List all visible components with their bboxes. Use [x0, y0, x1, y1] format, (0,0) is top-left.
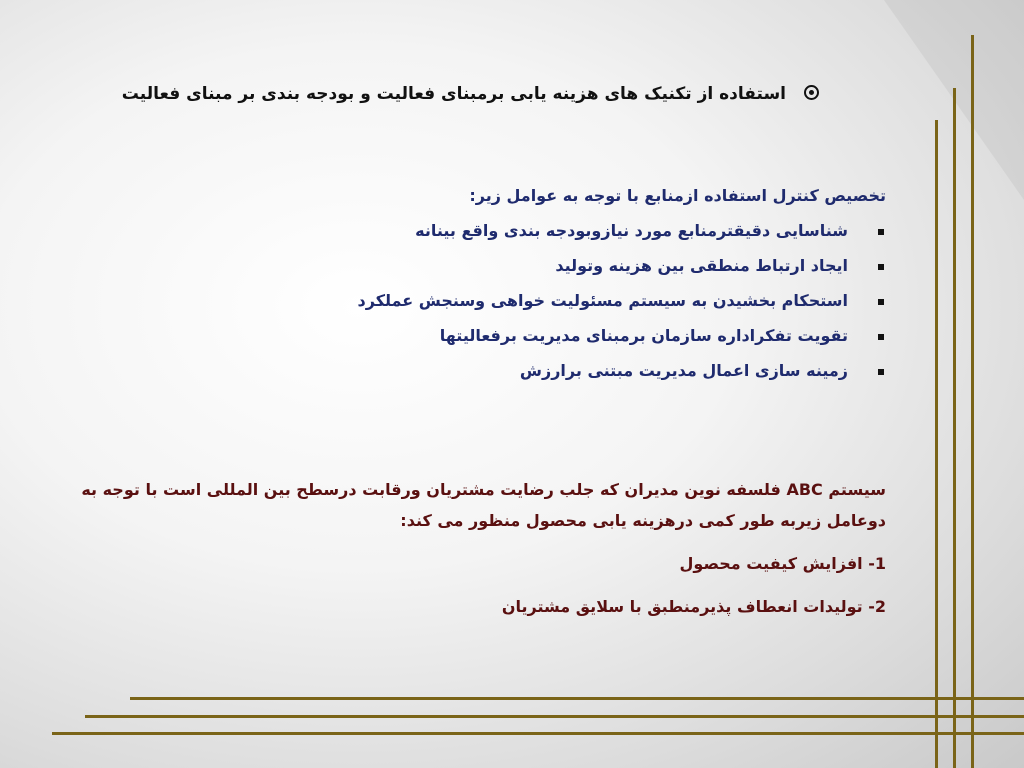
decor-vertical-line-1 [935, 120, 938, 768]
list-item [166, 291, 886, 310]
abc-system-section [46, 474, 886, 622]
square-bullet-icon [878, 369, 884, 375]
list-item [166, 361, 886, 380]
section-heading: تخصیص کنترل استفاده ازمنابع با توجه به عوامل زیر: [469, 186, 886, 205]
resource-control-section [166, 186, 886, 396]
square-bullet-icon [878, 264, 884, 270]
slide-title [60, 84, 819, 104]
list-item-text: شناسایی دقیقترمنابع مورد نیازوبودجه بندی واقع بینانه [415, 221, 848, 240]
list-item-text: تقویت تفکراداره سازمان برمبنای مدیریت برفعالیتها [439, 326, 848, 345]
decor-horizontal-line-1 [130, 697, 1024, 700]
list-item-text: زمینه سازی اعمال مدیریت مبتنی برارزش [519, 361, 848, 380]
numbered-item-2: 2- تولیدات انعطاف پذیرمنطبق با سلایق مشتریان [501, 597, 886, 616]
square-bullet-icon [878, 334, 884, 340]
abc-paragraph: سیستم ABC فلسفه نوین مدیران که جلب رضایت مشتریان ورقابت درسطح بین المللی است با توجه به دوعامل زیربه طور کمی درهزینه یابی محصول منظور می کند: [81, 480, 886, 530]
square-bullet-icon [878, 299, 884, 305]
square-bullet-icon [878, 229, 884, 235]
decor-horizontal-line-3 [52, 732, 1024, 735]
benefit-list [166, 221, 886, 380]
list-item [166, 326, 886, 345]
list-item-text: استحکام بخشیدن به سیستم مسئولیت خواهی وسنجش عملکرد [357, 291, 848, 310]
list-item [166, 256, 886, 275]
target-bullet-icon [804, 85, 819, 100]
decor-horizontal-line-2 [85, 715, 1024, 718]
numbered-item-1: 1- افزایش کیفیت محصول [679, 554, 886, 573]
list-item [166, 221, 886, 240]
slide-title-text: استفاده از تکنیک های هزینه یابی برمبنای فعالیت و بودجه بندی بر مبنای فعالیت [121, 84, 786, 104]
decor-vertical-line-2 [953, 88, 956, 768]
decor-vertical-line-3 [971, 35, 974, 768]
list-item-text: ایجاد ارتباط منطقی بین هزینه وتولید [555, 256, 848, 275]
